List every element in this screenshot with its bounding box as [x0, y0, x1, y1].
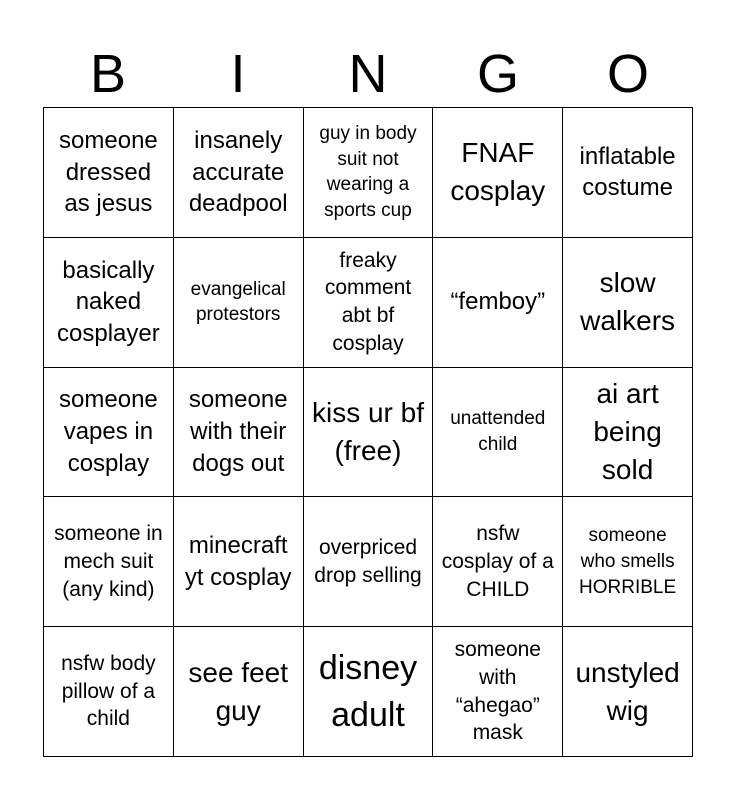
cell-text: guy in body suit not wearing a sports cup: [319, 123, 417, 222]
bingo-cell-r3c4[interactable]: [433, 368, 563, 498]
cell-text: disney adult: [318, 649, 418, 734]
cell-text: nsfw body pillow of a child: [61, 652, 156, 731]
cell-text: nsfw cosplay of a CHILD: [441, 522, 554, 601]
bingo-board: [43, 107, 693, 757]
cell-text: basically naked cosplayer: [57, 256, 160, 348]
header-letter-b: B: [89, 44, 127, 104]
bingo-cell-r5c4[interactable]: [433, 627, 563, 757]
bingo-cell-r2c2[interactable]: [174, 238, 304, 368]
header-letter-o: O: [606, 44, 649, 104]
cell-text: kiss ur bf (free): [311, 396, 424, 466]
bingo-cell-r2c3[interactable]: [304, 238, 434, 368]
cell-text: someone with their dogs out: [188, 386, 288, 477]
bingo-cell-r1c4[interactable]: [433, 108, 563, 238]
cell-text: someone in mech suit (any kind): [54, 522, 163, 601]
cell-text: unstyled wig: [575, 656, 680, 726]
bingo-cell-r2c5[interactable]: [563, 238, 693, 368]
bingo-cell-r3c2[interactable]: [174, 368, 304, 498]
cell-text: freaky comment abt bf cosplay: [324, 248, 412, 355]
header-letter-n: N: [348, 44, 388, 104]
bingo-cell-r3c3[interactable]: [304, 368, 434, 498]
bingo-cell-r5c3[interactable]: [304, 627, 434, 757]
bingo-cell-r4c5[interactable]: [563, 497, 693, 627]
bingo-cell-r3c1[interactable]: [44, 368, 174, 498]
bingo-cell-r3c5[interactable]: [563, 368, 693, 498]
cell-text: see feet guy: [188, 656, 289, 726]
bingo-cell-r1c2[interactable]: [174, 108, 304, 238]
bingo-cell-r5c5[interactable]: [563, 627, 693, 757]
bingo-cell-r4c4[interactable]: [433, 497, 563, 627]
cell-text: someone with “ahegao” mask: [454, 638, 541, 745]
bingo-header: [43, 40, 693, 108]
bingo-cell-r4c1[interactable]: [44, 497, 174, 627]
cell-text: overpriced drop selling: [314, 536, 422, 587]
cell-text: someone who smells HORRIBLE: [579, 525, 677, 598]
cell-text: slow walkers: [580, 267, 676, 337]
cell-text: FNAF cosplay: [450, 137, 546, 207]
bingo-cell-r4c3[interactable]: [304, 497, 434, 627]
cell-text: inflatable costume: [579, 142, 676, 202]
bingo-cell-r1c5[interactable]: [563, 108, 693, 238]
bingo-cell-r2c4[interactable]: [433, 238, 563, 368]
cell-text: unattended child: [450, 408, 546, 455]
header-letter-i: I: [230, 44, 246, 104]
bingo-cell-r2c1[interactable]: [44, 238, 174, 368]
cell-text: evangelical protestors: [190, 278, 286, 326]
bingo-cell-r1c3[interactable]: [304, 108, 434, 238]
cell-text: minecraft yt cosplay: [184, 532, 292, 591]
cell-text: someone dressed as jesus: [59, 126, 158, 218]
bingo-cell-r4c2[interactable]: [174, 497, 304, 627]
cell-text: someone vapes in cosplay: [59, 386, 158, 477]
cell-text: insanely accurate deadpool: [188, 126, 288, 218]
bingo-cell-r5c2[interactable]: [174, 627, 304, 757]
bingo-cell-r5c1[interactable]: [44, 627, 174, 757]
bingo-cell-r1c1[interactable]: [44, 108, 174, 238]
header-letter-g: G: [476, 44, 519, 104]
cell-text: “femboy”: [450, 288, 546, 316]
cell-text: ai art being sold: [593, 377, 662, 486]
